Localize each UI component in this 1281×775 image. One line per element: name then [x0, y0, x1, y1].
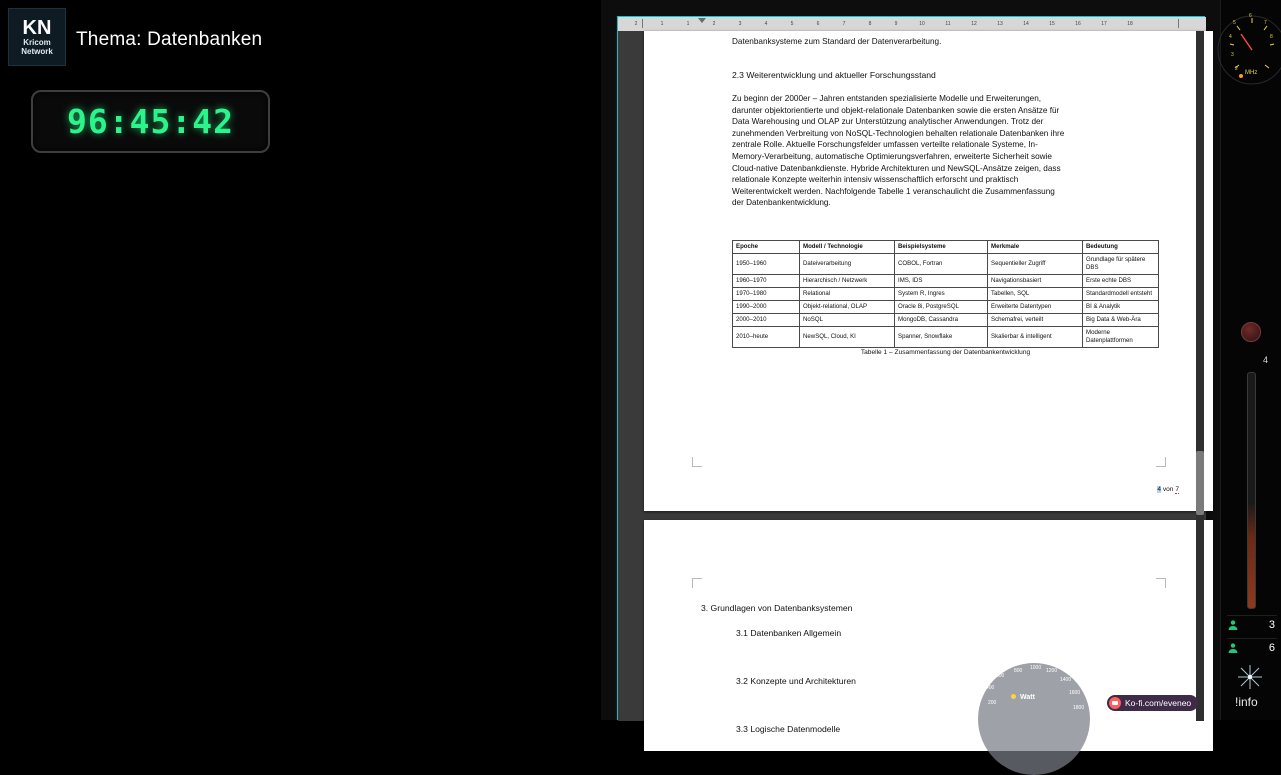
body-paragraph [732, 93, 1159, 209]
svg-text:8: 8 [1270, 34, 1273, 40]
follower-count-row [1227, 638, 1277, 656]
paragraph-line: Zu beginn der 2000er – Jahren entstanden spezialisierte Modelle und Erweiterungen, [732, 94, 1042, 103]
table-cell: 2010–heute [733, 327, 800, 348]
kofi-cup-icon [1109, 697, 1121, 709]
kofi-badge[interactable] [1107, 695, 1198, 711]
table-row [733, 314, 1159, 327]
table-cell: COBOL, Fortran [895, 254, 988, 275]
ruler-tick: 17 [1101, 21, 1107, 27]
margin-corner-mark [692, 457, 702, 467]
svg-text:5: 5 [1233, 20, 1236, 26]
gauge-status-dot [1239, 74, 1243, 78]
document-page-1 [644, 31, 1213, 511]
ruler-tick: 4 [764, 21, 768, 27]
table-header-cell: Bedeutung [1083, 241, 1159, 254]
sparkle-icon [1235, 662, 1265, 692]
table-header-cell: Beispielsysteme [895, 241, 988, 254]
table-cell: NewSQL, Cloud, KI [800, 327, 895, 348]
stream-timer [31, 90, 270, 153]
paragraph-line: zentrale Rolle. Aktuelle Forschungsfelder umfassen verteilte relationale Systeme, In- [732, 140, 1038, 150]
table-cell: Hierarchisch / Netzwerk [800, 275, 895, 288]
gauge-tick: 600 [996, 673, 1005, 679]
table-cell: 1960–1970 [733, 275, 800, 288]
channel-logo [8, 8, 66, 66]
ruler-tick: 9 [894, 21, 898, 27]
topic-title: Thema: Datenbanken [76, 29, 263, 50]
ruler-tick: 14 [1023, 21, 1029, 27]
viewer-count: 3 [1268, 618, 1275, 631]
table-cell: Erweiterte Datentypen [988, 301, 1083, 314]
follower-count: 6 [1268, 641, 1275, 654]
thermometer-bar [1247, 372, 1256, 609]
paragraph-continuation: Datenbanksysteme zum Standard der Datenverarbeitung. [732, 37, 942, 46]
document-pages[interactable] [618, 31, 1206, 734]
right-sidebar [1220, 0, 1281, 720]
table-cell: Grundlage für spätere DBS [1083, 254, 1159, 275]
table-cell: Schemafrei, verteilt [988, 314, 1083, 327]
gauge-tick: 200 [988, 700, 997, 706]
logo-line-1: Kricom [23, 38, 51, 47]
gauge-indicator-dot [1011, 694, 1016, 699]
page-number-separator: von [1162, 486, 1174, 493]
ruler-tick: 1 [686, 21, 690, 27]
logo-line-2: Network [21, 47, 53, 56]
svg-text:2: 2 [1235, 66, 1238, 72]
info-command-label: !info [1235, 695, 1258, 709]
table-cell: System R, Ingres [895, 288, 988, 301]
horizontal-ruler[interactable] [618, 17, 1206, 32]
paragraph-line: Weiterentwickelt werden. Nachfolgende Tabelle 1 veranschaulicht die Zusammenfassung [732, 186, 1055, 196]
ruler-edge-left [642, 19, 643, 28]
table-cell: 1990–2000 [733, 301, 800, 314]
table-header-cell: Modell / Technologie [800, 241, 895, 254]
table-cell: Dateiverarbeitung [800, 254, 895, 275]
table-cell: Big Data & Web-Ära [1083, 314, 1159, 327]
table-cell: 1970–1980 [733, 288, 800, 301]
ruler-tick: 2 [634, 21, 638, 27]
viewer-count-row [1227, 615, 1277, 633]
left-stream-panel [0, 0, 601, 720]
timer-value: 96:45:42 [67, 102, 234, 141]
gauge-tick: 400 [986, 685, 995, 691]
ruler-tick: 8 [868, 21, 872, 27]
section-heading-2-3: 2.3 Weiterentwicklung und aktueller Forschungsstand [732, 70, 936, 80]
table-cell: Erste echte DBS [1083, 275, 1159, 288]
table-row [733, 301, 1159, 314]
ruler-tick: 1 [660, 21, 664, 27]
gauge-tick: 800 [1014, 668, 1023, 674]
table-cell: Oracle 8i, PostgreSQL [895, 301, 988, 314]
table-cell: 1950–1960 [733, 254, 800, 275]
table-header-cell: Epoche [733, 241, 800, 254]
paragraph-line: Data Warehousing und OLAP zur Unterstützung analytischer Anwendungen. Trotz der [732, 117, 1044, 127]
person-icon [1227, 642, 1239, 654]
ruler-tick: 6 [816, 21, 820, 27]
table-row [733, 288, 1159, 301]
document-page-2 [644, 520, 1213, 751]
table-cell: Skalierbar & intelligent [988, 327, 1083, 348]
ruler-tick: 11 [945, 21, 951, 27]
table-header-row [733, 241, 1159, 254]
gauge-tick: 1800 [1073, 705, 1085, 711]
ruler-tick: 2 [712, 21, 716, 27]
table-cell: BI & Analytik [1083, 301, 1159, 314]
svg-text:4: 4 [1229, 34, 1232, 40]
table-cell: Navigationsbasiert [988, 275, 1083, 288]
table-cell: Tabellen, SQL [988, 288, 1083, 301]
margin-corner-mark [1156, 457, 1166, 467]
table-header-cell: Merkmale [988, 241, 1083, 254]
page-number-current: 4 [1157, 486, 1161, 493]
ruler-tick: 13 [997, 21, 1003, 27]
table-cell: Relational [800, 288, 895, 301]
ruler-tick: 7 [842, 21, 846, 27]
table-row [733, 254, 1159, 275]
svg-text:7: 7 [1264, 20, 1267, 26]
paragraph-line: relationale Konzepte weiterhin intensiv wissenschaftlich erforscht und praktisch [732, 175, 1019, 185]
document-scrollbar[interactable] [1196, 31, 1204, 721]
ruler-tick: 10 [919, 21, 925, 27]
table-cell: NoSQL [800, 314, 895, 327]
margin-corner-mark [692, 578, 702, 588]
ruler-indent-marker[interactable] [698, 18, 706, 23]
ruler-tick: 16 [1075, 21, 1081, 27]
table-row [733, 327, 1159, 348]
table-cell: IMS, IDS [895, 275, 988, 288]
document-window [617, 16, 1205, 734]
ruler-tick: 18 [1127, 21, 1133, 27]
paragraph-line: Memory-Verarbeitung, automatische Optimierungsverfahren, erweiterte Sicherheit sowie [732, 151, 1052, 161]
thermometer-value: 4 [1263, 355, 1269, 365]
mhz-label: MHz [1245, 70, 1258, 76]
table-cell: Spanner, Snowflake [895, 327, 988, 348]
table-cell: Sequentieller Zugriff [988, 254, 1083, 275]
section-heading-3-1: 3.1 Datenbanken Allgemein [736, 628, 842, 638]
margin-corner-mark [1156, 578, 1166, 588]
svg-text:3: 3 [1231, 52, 1234, 58]
table-cell: 2000–2010 [733, 314, 800, 327]
ruler-edge-right [1178, 19, 1179, 28]
table-row [733, 275, 1159, 288]
gauge-tick: 1000 [1030, 665, 1042, 671]
gauge-dial [978, 663, 1090, 775]
table-cell: Standardmodell entsteht [1083, 288, 1159, 301]
section-heading-3-3: 3.3 Logische Datenmodelle [736, 724, 841, 734]
person-icon [1227, 619, 1239, 631]
logo-initials: KN [22, 17, 52, 39]
ruler-tick: 5 [790, 21, 794, 27]
gauge-tick: 1400 [1060, 677, 1072, 683]
svg-text:6: 6 [1249, 13, 1252, 19]
table-cell: Objekt-relational, OLAP [800, 301, 895, 314]
section-heading-3: 3. Grundlagen von Datenbanksystemen [701, 603, 853, 613]
watt-gauge-overlay [978, 663, 1090, 720]
paragraph-line: Cloud-native Datenbankdienste. Hybride Architekturen und NewSQL-Ansätze zeigen, dass [732, 163, 1061, 173]
temperature-dial-icon [1241, 322, 1261, 342]
table-cell: Moderne Datenplattformen [1083, 327, 1159, 348]
section-heading-3-2: 3.2 Konzepte und Architekturen [736, 676, 856, 686]
ruler-tick: 12 [971, 21, 977, 27]
table-cell: MongoDB, Cassandra [895, 314, 988, 327]
ruler-tick: 3 [738, 21, 742, 27]
page-number [1157, 486, 1179, 493]
document-viewer[interactable] [601, 0, 1220, 734]
table-caption: Tabelle 1 – Zusammenfassung der Datenbankentwicklung [860, 349, 1031, 356]
paragraph-line: der Datenbankentwicklung. [732, 198, 831, 208]
rpm-gauge-dial [1229, 8, 1275, 98]
paragraph-line: zunehmenden Verbreitung von NoSQL-Technologien behalten relationale Datenbanken ihre [732, 128, 1065, 138]
ruler-tick: 15 [1049, 21, 1055, 27]
gauge-label: Watt [1020, 694, 1035, 701]
page-number-total: 7 [1175, 486, 1179, 493]
paragraph-line: darunter objektorientierte und objekt-relationale Datenbanken sowie die ersten Ansätze für [732, 105, 1060, 115]
kofi-link-text[interactable]: Ko-fi.com/eveneo [1125, 698, 1192, 708]
scrollbar-thumb[interactable] [1196, 451, 1204, 515]
gauge-tick: 1600 [1069, 690, 1081, 696]
database-history-table [732, 240, 1159, 348]
rpm-gauge [1229, 8, 1275, 98]
gauge-tick: 1200 [1046, 668, 1058, 674]
